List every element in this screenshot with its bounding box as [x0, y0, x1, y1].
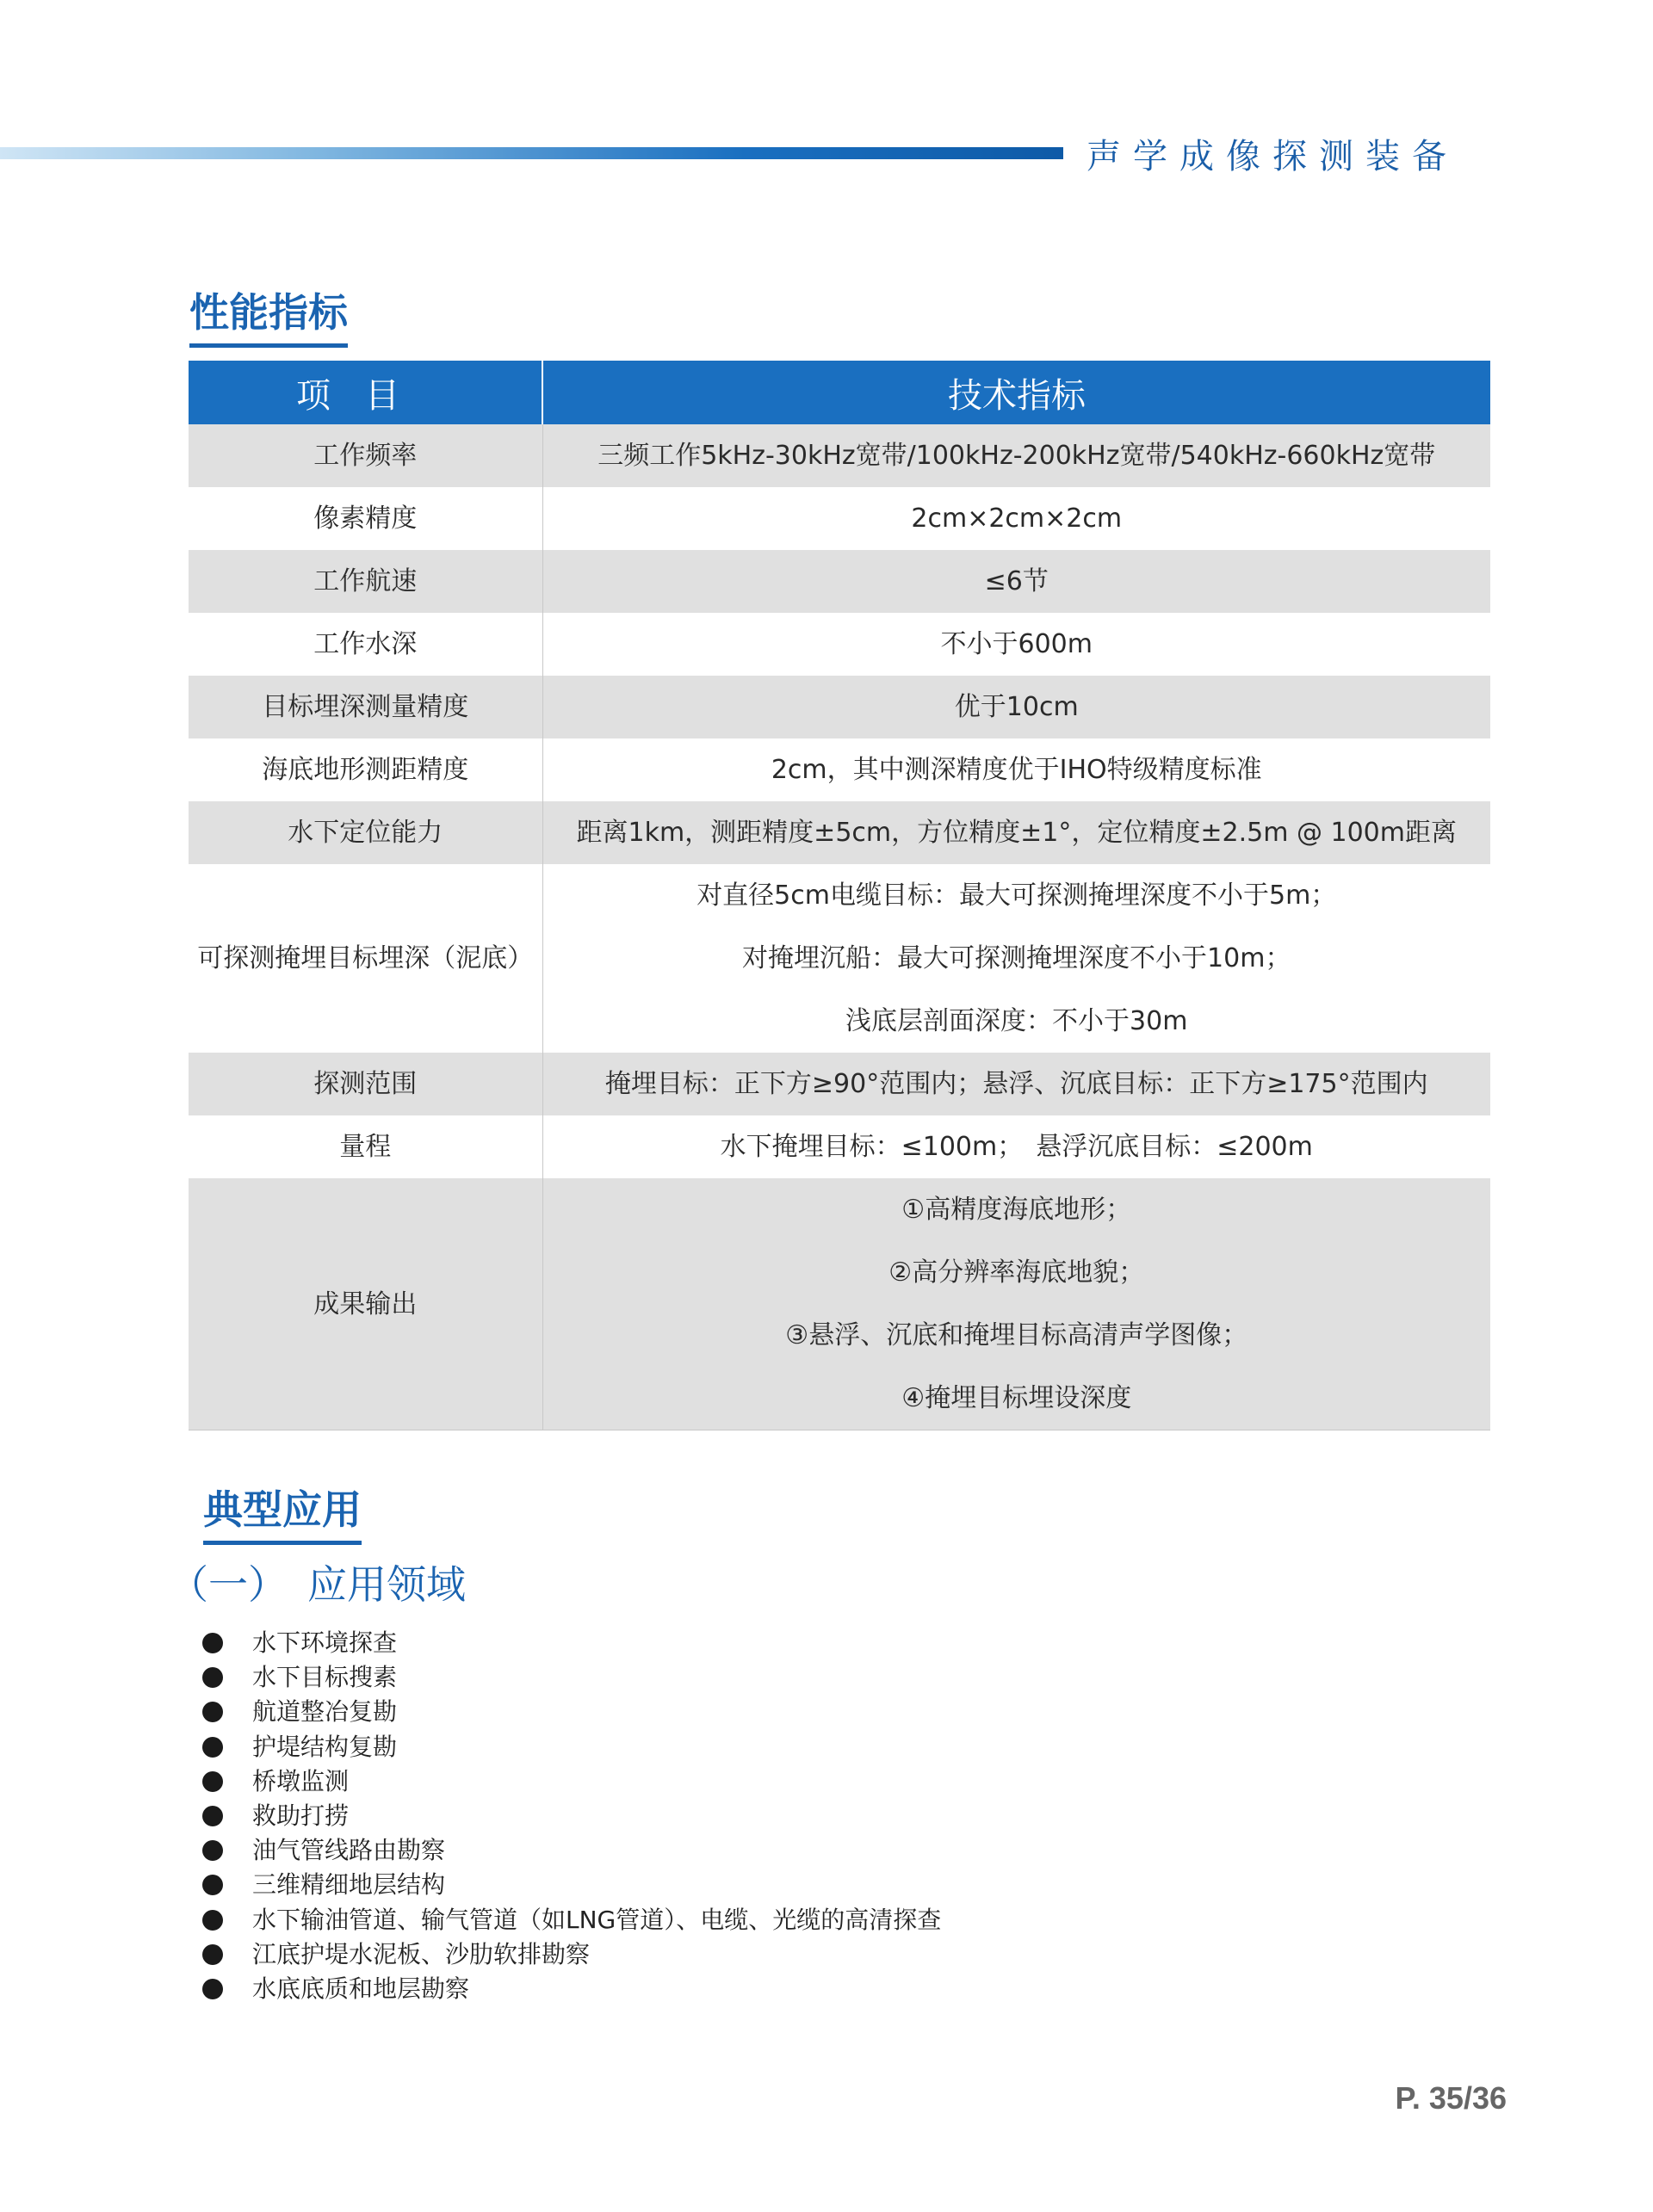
applications-section-title: 典型应用 [203, 1479, 362, 1545]
list-item-label: 桥墩监测 [252, 1766, 350, 1795]
table-row [189, 424, 1490, 487]
list-item [202, 1799, 941, 1833]
spec-cell [542, 424, 1490, 487]
item-cell: 像素精度 [189, 487, 542, 550]
spec-cell [542, 1178, 1490, 1430]
spec-table [189, 361, 1490, 1430]
bullet-icon [202, 1702, 223, 1722]
item-cell: 目标埋深测量精度 [189, 676, 542, 738]
spec-line: 优于10cm [954, 692, 1079, 722]
item-cell: 成果输出 [189, 1178, 542, 1430]
spec-line: 浅底层剖面深度：不小于30m [845, 1006, 1188, 1036]
bullet-icon [202, 1806, 223, 1826]
list-item-label: 江底护堤水泥板、沙肋软排勘察 [252, 1939, 591, 1968]
list-item [202, 1764, 941, 1799]
item-cell: 量程 [189, 1115, 542, 1178]
spec-line: 2cm×2cm×2cm [911, 504, 1123, 534]
bullet-icon [202, 1944, 223, 1965]
item-cell: 可探测掩埋目标埋深（泥底） [189, 864, 542, 1053]
spec-cell [542, 487, 1490, 550]
spec-cell [542, 738, 1490, 801]
table-row [189, 1115, 1490, 1178]
item-cell: 工作频率 [189, 424, 542, 487]
spec-line: 对直径5cm电缆目标：最大可探测掩埋深度不小于5m； [696, 880, 1337, 911]
spec-line: ①高精度海底地形； [901, 1195, 1132, 1225]
list-item [202, 1937, 941, 1972]
performance-section-title: 性能指标 [189, 281, 348, 348]
table-row [189, 738, 1490, 801]
list-item-label: 水下目标搜素 [252, 1663, 398, 1692]
item-cell: 海底地形测距精度 [189, 738, 542, 801]
list-item [202, 1868, 941, 1902]
spec-cell [542, 550, 1490, 613]
table-row [189, 1053, 1490, 1115]
table-row [189, 864, 1490, 1053]
list-item-label: 三维精细地层结构 [252, 1870, 446, 1900]
spec-cell [542, 676, 1490, 738]
bullet-icon [202, 1771, 223, 1792]
spec-line: 对掩埋沉船：最大可探测掩埋深度不小于10m； [742, 943, 1291, 973]
table-row [189, 613, 1490, 676]
spec-line: ②高分辨率海底地貌； [888, 1257, 1145, 1288]
table-row [189, 487, 1490, 550]
spec-line: 距离1km，测距精度±5cm，方位精度±1°，定位精度±2.5m @ 100m距离 [576, 818, 1457, 848]
column-header-spec: 技术指标 [542, 361, 1490, 424]
spec-line: 不小于600m [940, 629, 1093, 659]
spec-line: ③悬浮、沉底和掩埋目标高清声学图像； [785, 1320, 1248, 1350]
spec-cell [542, 1053, 1490, 1115]
bullet-icon [202, 1840, 223, 1861]
spec-cell [542, 801, 1490, 864]
item-cell: 工作航速 [189, 550, 542, 613]
spec-line: 掩埋目标：正下方≥90°范围内；悬浮、沉底目标：正下方≥175°范围内 [604, 1069, 1428, 1099]
item-cell: 水下定位能力 [189, 801, 542, 864]
spec-line: 三频工作5kHz-30kHz宽带/100kHz-200kHz宽带/540kHz-660kHz宽带 [597, 441, 1436, 471]
column-header-item: 项目 [189, 361, 542, 424]
header-title: 声学成像探测装备 [1087, 137, 1458, 176]
spec-line: ≤6节 [984, 566, 1049, 596]
spec-table-header [189, 361, 1490, 424]
list-item-label: 水下输油管道、输气管道（如LNG管道）、电缆、光缆的高清探查 [252, 1905, 942, 1934]
spec-line: 水下掩埋目标：≤100m； 悬浮沉底目标：≤200m [720, 1132, 1313, 1162]
spec-line: 2cm，其中测深精度优于IHO特级精度标准 [771, 755, 1262, 785]
list-item [202, 1695, 941, 1729]
bullet-icon [202, 1875, 223, 1895]
bullet-icon [202, 1667, 223, 1688]
list-item [202, 1972, 941, 2006]
spec-cell [542, 613, 1490, 676]
list-item [202, 1730, 941, 1764]
spec-cell [542, 864, 1490, 1053]
bullet-icon [202, 1633, 223, 1653]
table-row [189, 801, 1490, 864]
list-item-label: 油气管线路由勘察 [252, 1836, 446, 1865]
list-item-label: 护堤结构复勘 [252, 1732, 398, 1761]
page-number: P. 35/36 [1395, 2080, 1507, 2116]
header-accent-bar [0, 147, 1063, 159]
list-item [202, 1626, 941, 1660]
table-row [189, 550, 1490, 613]
applications-subtitle: （一） 应用领域 [169, 1561, 466, 1608]
bullet-icon [202, 1737, 223, 1758]
bullet-icon [202, 1910, 223, 1931]
table-row [189, 1178, 1490, 1430]
list-item-label: 水底底质和地层勘察 [252, 1974, 470, 2003]
bullet-icon [202, 1979, 223, 1999]
list-item [202, 1903, 941, 1937]
list-item [202, 1833, 941, 1868]
application-list [202, 1626, 941, 2006]
list-item-label: 航道整冶复勘 [252, 1697, 398, 1727]
list-item [202, 1660, 941, 1695]
item-cell: 探测范围 [189, 1053, 542, 1115]
spec-cell [542, 1115, 1490, 1178]
spec-line: ④掩埋目标埋设深度 [901, 1383, 1132, 1413]
list-item-label: 水下环境探查 [252, 1628, 398, 1658]
item-cell: 工作水深 [189, 613, 542, 676]
list-item-label: 救助打捞 [252, 1801, 350, 1831]
table-row [189, 676, 1490, 738]
